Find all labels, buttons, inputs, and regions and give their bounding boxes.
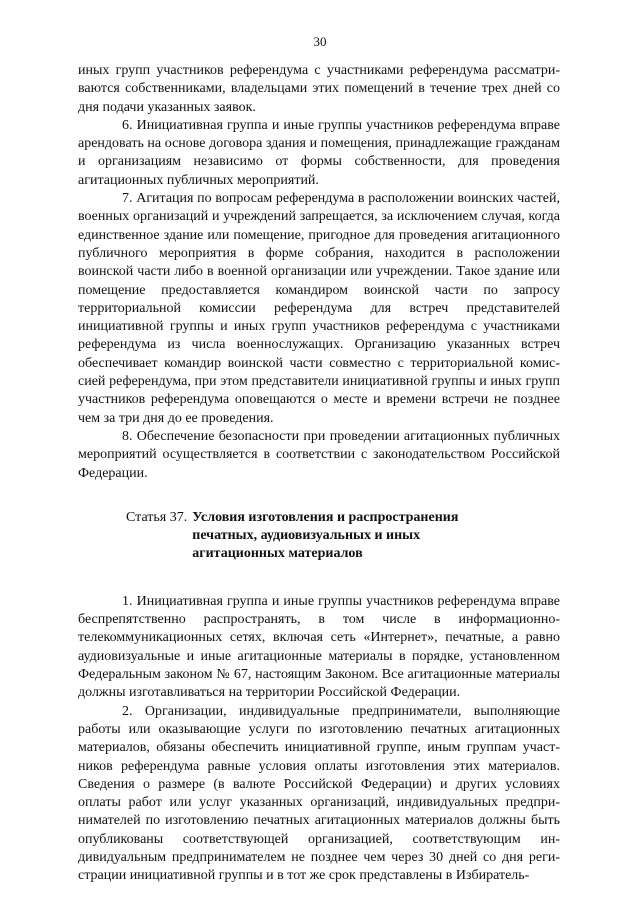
paragraph-item-7: 7. Агитация по вопросам референдума в расположении воинских частей, военных организаций и учреждений запрещается, за исключением случая, когда единственное здание или помещение, пригодное для проведения агитационного публичного мероприятия в форме собрания, находится в расположении воинской части либо в военной организации или учреждении. Такое здание или помещение предоставляется командиром воинской части по запросу территориальной комиссии референдума для встреч представителей инициативной группы и иных групп участников референдума с участниками референдума из числа военнослужащих. Организацию указанных встреч обеспечивает командир воинской части совместно с территориальной комиссией референдума, при этом представители инициативной группы и иных групп участников референдума оповещаются о месте и времени встречи не позднее чем за три дня до ее проведения. xyxy=(78,191,560,426)
paragraph-item-8: 8. Обеспечение безопасности при проведении агитационных публичных мероприятий осуществляется в соответствии с законодательством Российской Федерации. xyxy=(78,428,560,481)
article-title: Условия изготовления и распространения печатных, аудиовизуальных и иных агитационных материалов xyxy=(192,509,459,561)
document-body xyxy=(78,62,560,886)
article-heading xyxy=(78,509,560,563)
paragraph-item-6: 6. Инициативная группа и иные группы участников референдума вправе арендовать на основе договора здания и помещения, принадлежащие гражданам и организациям независимо от формы собственности, для проведения агитационных публичных мероприятий. xyxy=(78,117,560,188)
paragraph-article-item-2: 2. Организации, индивидуальные предприниматели, выполняющие работы или оказывающие услуги по изготовлению печатных агитационных материалов, обязаны обеспечить инициативной группе, иным группам участников референдума равные условия оплаты изготовления этих материалов. Сведения о размере (в валюте Российской Федерации) и других условиях оплаты работ или услуг указанных организаций, индивидуальных предпринимателей по изготовлению печатных агитационных материалов должны быть опубликованы соответствующей организацией, соответствующим индивидуальным предпринимателем не позднее чем через 30 дней со дня регистрации инициативной группы и в тот же срок представлены в Избиратель- xyxy=(78,703,560,884)
paragraph-article-item-1: 1. Инициативная группа и иные группы участников референдума вправе беспрепятственно распространять, в том числе в информационно-телекоммуникационных сетях, включая сеть «Интернет», печатные, а равно аудиовизуальные и иные агитационные материалы в порядке, установленном Федеральным законом № 67, настоящим Законом. Все агитационные материалы должны изготавливаться на территории Российской Федерации. xyxy=(78,593,560,701)
article-number: Статья 37. xyxy=(126,509,188,525)
page-number: 30 xyxy=(313,34,327,49)
paragraph-continuation: иных групп участников референдума с участниками референдума рассматриваются собственниками, владельцами этих помещений в течение трех дней со дня подачи указанных заявок. xyxy=(78,63,560,115)
